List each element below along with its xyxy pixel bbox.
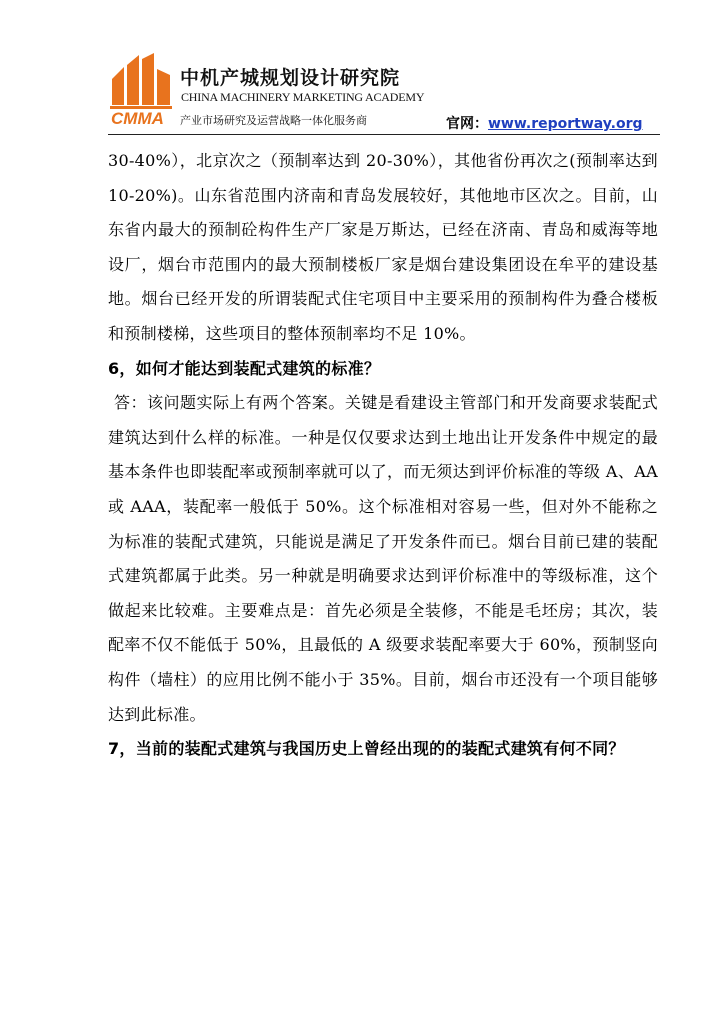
page-header — [0, 0, 724, 140]
org-name-en: CHINA MACHINERY MARKETING ACADEMY — [181, 90, 425, 104]
org-name-cn: 中机产城规划设计研究院 — [180, 67, 401, 89]
paragraph-prefab-rates: 30-40%），北京次之（预制率达到 20-30%），其他省份再次之(预制率达到 10-20%)。山东省范围内济南和青岛发展较好，其他地市区次之。目前，山东省内最大的预制砼构件生产厂家是万斯达，已经在济南、青岛和威海等地设厂，烟台市范围内的最大预制楼板厂家是烟台建设集团设在牟平的建设基地。烟台已经开发的所谓装配式住宅项目中主要采用的预制构件为叠合楼板和预制楼梯，这些项目的整体预制率均不足 10%。 — [108, 151, 658, 343]
answer-paragraph-6: 答：该问题实际上有两个答案。关键是看建设主管部门和开发商要求装配式建筑达到什么样的标准。一种是仅仅要求达到土地出让开发条件中规定的最基本条件也即装配率或预制率就可以了，而无须达到评价标准的等级 A、AA 或 AAA，装配率一般低于 50%。这个标准相对容易一些，但对外不能称之为标准的装配式建筑，只能说是满足了开发条件而已。烟台目前已建的装配式建筑都属于此类。另一种就是明确要求达到评价标准中的等级标准，这个做起来比较难。主要难点是：首先必须是全装修，不能是毛坯房；其次，装配率不仅不能低于 50%，且最低的 A 级要求装配率要大于 60%，预制竖向构件（墙柱）的应用比例不能小于 35%。目前，烟台市还没有一个项目能够达到此标准。 — [108, 393, 658, 724]
website-link[interactable]: www.reportway.org — [488, 116, 643, 132]
website — [446, 113, 643, 133]
website-label: 官网： — [446, 116, 488, 132]
org-tagline: 产业市场研究及运营战略一体化服务商 — [180, 114, 367, 127]
question-heading-7: 7，当前的装配式建筑与我国历史上曾经出现的的装配式建筑有何不同？ — [108, 739, 625, 759]
cmma-logo-text: CMMA — [111, 109, 164, 128]
document-body — [108, 144, 658, 767]
header-divider — [108, 134, 660, 135]
question-heading-6: 6，如何才能达到装配式建筑的标准？ — [108, 358, 381, 378]
